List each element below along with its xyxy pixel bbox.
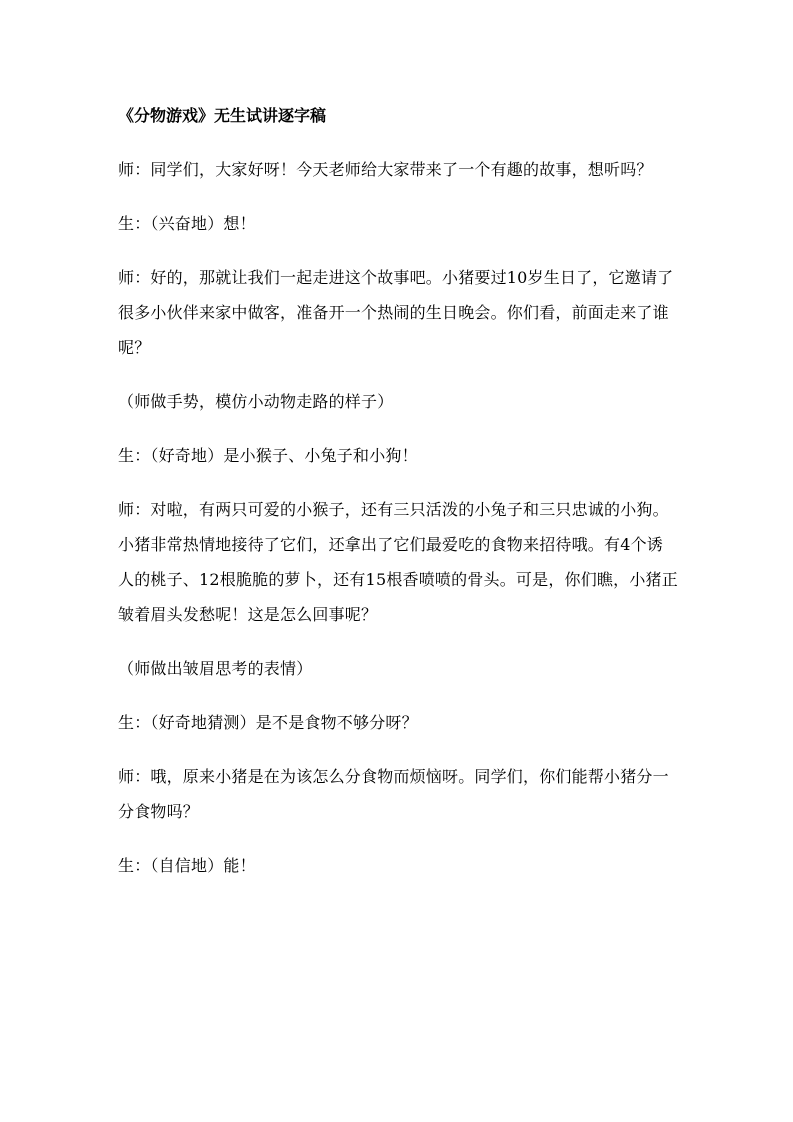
document-title: 《分物游戏》无生试讲逐字稿 xyxy=(118,106,327,125)
paragraph: 生：（好奇地猜测）是不是食物不够分呀？ xyxy=(118,713,418,732)
paragraph: 生：（好奇地）是小猴子、小兔子和小狗！ xyxy=(118,446,418,465)
document-body xyxy=(118,100,678,902)
paragraph: 师：同学们，大家好呀！今天老师给大家带来了一个有趣的故事，想听吗？ xyxy=(118,160,653,179)
paragraph: （师做出皱眉思考的表情） xyxy=(118,659,313,678)
paragraph: 生：（自信地）能！ xyxy=(118,856,256,875)
paragraph: 生：（兴奋地）想！ xyxy=(118,214,256,233)
paragraph: 师：对啦，有两只可爱的小猴子，还有三只活泼的小兔子和三只忠诚的小狗。小猪非常热情地接待了它们，还拿出了它们最爱吃的食物来招待哦。有4个诱人的桃子、12根脆脆的萝卜，还有15根香喷喷的骨头。可是，你们瞧，小猪正皱着眉头发愁呢！这是怎么回事呢？ xyxy=(118,500,678,624)
paragraph: 师：哦，原来小猪是在为该怎么分食物而烦恼呀。同学们，你们能帮小猪分一分食物吗？ xyxy=(118,767,669,821)
paragraph: （师做手势，模仿小动物走路的样子） xyxy=(118,392,394,411)
paragraph: 师：好的，那就让我们一起走进这个故事吧。小猪要过10岁生日了，它邀请了很多小伙伴来家中做客，准备开一个热闹的生日晚会。你们看，前面走来了谁呢？ xyxy=(118,268,674,357)
